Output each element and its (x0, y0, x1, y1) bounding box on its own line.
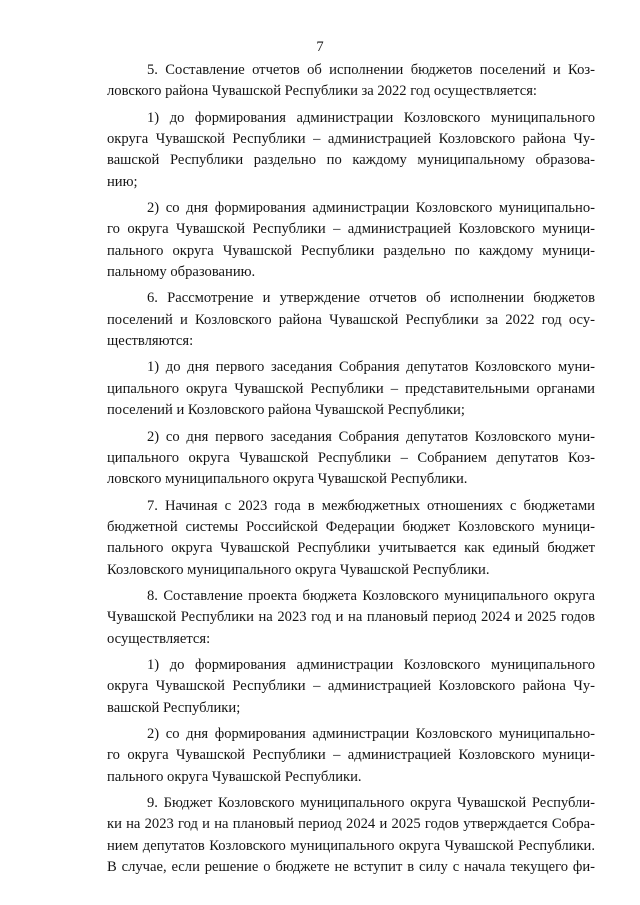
paragraph (107, 60, 595, 103)
text-line: го округа Чувашской Республики – администрацией Козловского муници- (107, 747, 595, 764)
document-body (107, 60, 595, 878)
text-line: 5. Составление отчетов об исполнении бюджетов поселений и Коз- (147, 62, 595, 78)
text-line: 8. Составление проекта бюджета Козловского муниципального округа (147, 587, 595, 604)
text-line: ципального округа Чувашской Республики – представительными органами (107, 380, 595, 397)
text-line: вашской Республики раздельно по каждому муниципальному образова- (107, 152, 595, 169)
page-number: 7 (316, 39, 324, 55)
text-line: пального округа Чувашской Республики раздельно по каждому муници- (107, 242, 595, 259)
text-line: ципального округа Чувашской Республики – Собранием депутатов Коз- (107, 449, 595, 466)
text-line: 1) до формирования администрации Козловского муниципального (147, 109, 595, 126)
text-line: 7. Начиная с 2023 года в межбюджетных отношениях с бюджетами (147, 497, 595, 514)
text-line: округа Чувашской Республики – администрацией Козловского района Чу- (107, 131, 595, 148)
text-line: нием депутатов Козловского муниципального округа Чувашской Республики. (107, 837, 595, 854)
text-line: 2) со дня формирования администрации Козловского муниципально- (147, 200, 595, 217)
text-line: 1) до формирования администрации Козловского муниципального (147, 656, 595, 673)
paragraph (107, 586, 595, 650)
text-line: Чувашской Республики на 2023 год и на плановый период 2024 и 2025 годов (107, 609, 595, 626)
text-line: 2) со дня формирования администрации Козловского муниципально- (147, 725, 595, 742)
text-line: Козловского муниципального округа Чувашской Республики. (107, 561, 490, 578)
text-line: поселений и Козловского района Чувашской Республики за 2022 год осу- (107, 311, 595, 328)
text-line: округа Чувашской Республики – администрацией Козловского района Чу- (107, 678, 595, 695)
text-line: 6. Рассмотрение и утверждение отчетов об исполнении бюджетов (147, 290, 595, 307)
text-line: пальному образованию. (107, 264, 256, 281)
text-line: ществляются: (107, 333, 194, 350)
text-line: бюджетной системы Российской Федерации бюджет Козловского муници- (107, 518, 595, 535)
text-line: поселений и Козловского района Чувашской Республики; (107, 402, 465, 419)
text-line: осуществляется: (107, 630, 211, 647)
text-line: вашской Республики; (107, 699, 241, 716)
paragraph (107, 496, 595, 581)
paragraph (107, 288, 595, 352)
text-line: В случае, если решение о бюджете не вступит в силу с начала текущего фи- (107, 859, 595, 876)
paragraph (107, 724, 595, 788)
text-line: 2) со дня первого заседания Собрания депутатов Козловского муни- (147, 428, 595, 445)
paragraph (107, 108, 595, 193)
text-line: пального округа Чувашской Республики учитывается как единый бюджет (107, 540, 595, 557)
text-line: ловского муниципального округа Чувашской Республики. (107, 471, 468, 488)
paragraph (107, 357, 595, 421)
paragraph (107, 198, 595, 283)
text-line: 1) до дня первого заседания Собрания депутатов Козловского муни- (147, 359, 595, 376)
paragraph (107, 655, 595, 719)
text-line: пального округа Чувашской Республики. (107, 768, 362, 785)
paragraph (107, 793, 595, 878)
text-line: ки на 2023 год и на плановый период 2024 и 2025 годов утверждается Собра- (107, 816, 595, 833)
text-line: го округа Чувашской Республики – администрацией Козловского муници- (107, 221, 595, 238)
text-line: 9. Бюджет Козловского муниципального округа Чувашской Республи- (147, 795, 595, 811)
text-line: нию; (107, 173, 138, 190)
text-line: ловского района Чувашской Республики за 2022 год осуществляется: (107, 83, 537, 100)
paragraph (107, 427, 595, 491)
